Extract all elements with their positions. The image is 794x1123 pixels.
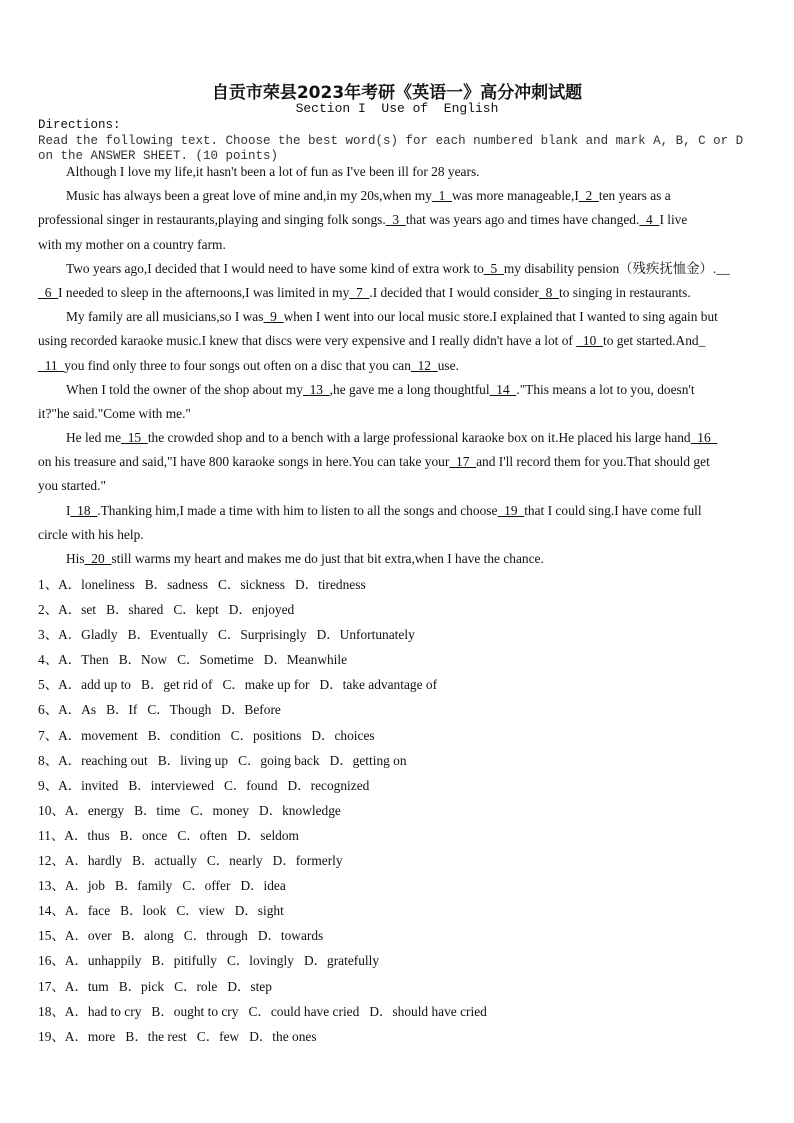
cloze-passage bbox=[38, 163, 768, 574]
question-options-6: 6、A．As B．If C．Though D．Before bbox=[38, 702, 281, 718]
passage-line: 11 you find only three to four songs out often on a disc that you can 12 use. bbox=[38, 357, 459, 373]
question-options-18: 18、A．had to cry B．ought to cry C．could have cried D．should have cried bbox=[38, 1003, 487, 1019]
passage-line: with my mother on a country farm. bbox=[38, 236, 226, 252]
passage-line: He led me 15 the crowded shop and to a bench with a large professional karaoke box on it.He placed his large hand 16 bbox=[66, 430, 718, 446]
blank-20: 20 bbox=[84, 551, 112, 566]
question-options-9: 9、A．invited B．interviewed C．found D．recognized bbox=[38, 777, 370, 793]
question-options-1: 1、A．loneliness B．sadness C．sickness D．tiredness bbox=[38, 577, 366, 592]
question-options-14: 14、A．face B．look C．view D．sight bbox=[38, 903, 284, 919]
passage-line: Although I love my life,it hasn't been a lot of fun as I've been ill for 28 years. bbox=[66, 164, 480, 179]
blank-1: 1 bbox=[431, 188, 453, 204]
passage-line: it?"he said."Come with me." bbox=[38, 405, 191, 421]
question-options-16: 16、A．unhappily B．pitifully C．lovingly D．gratefully bbox=[38, 953, 380, 969]
question-options-7: 7、A．movement B．condition C．positions D．choices bbox=[38, 727, 375, 743]
blank-8: 8 bbox=[538, 284, 560, 300]
blank-3: 3 bbox=[385, 212, 406, 228]
blank-13: 13 bbox=[302, 381, 330, 397]
question-options-2: 2、A．set B．shared C．kept D．enjoyed bbox=[38, 602, 295, 618]
question-options-3: 3、A．Gladly B．Eventually C．Surprisingly D．Unfortunately bbox=[38, 627, 415, 643]
passage-line: Music has always been a great love of mine and,in my 20s,when my 1 was more manageable,I 2 ten years as a bbox=[66, 188, 671, 204]
question-options-5: 5、A．add up to B．get rid of C．make up for D．take advantage of bbox=[38, 677, 438, 693]
blank-7: 7 bbox=[349, 284, 370, 300]
passage-line: When I told the owner of the shop about my 13 ,he gave me a long thoughtful 14 ."This means a lot to you, doesn't bbox=[66, 381, 695, 397]
question-options-17: 17、A．tum B．pick C．role D．step bbox=[38, 978, 272, 994]
question-options-11: 11、A．thus B．once C．often D．seldom bbox=[38, 827, 299, 843]
blank-14: 14 bbox=[489, 381, 517, 397]
blank-5: 5 bbox=[483, 260, 504, 276]
passage-line: you started." bbox=[38, 478, 106, 494]
blank-10: 10 bbox=[576, 333, 604, 349]
passage-line: I 18 .Thanking him,I made a time with him to listen to all the songs and choose 19 that I could sing.I have come full bbox=[66, 502, 702, 518]
passage-line: professional singer in restaurants,playing and singing folk songs. 3 that was years ago and times have changed. 4 I live bbox=[38, 212, 688, 228]
question-options-8: 8、A．reaching out B．living up C．going back D．getting on bbox=[38, 752, 407, 768]
blank-15: 15 bbox=[121, 430, 148, 446]
blank-9: 9 bbox=[263, 309, 284, 325]
section-heading: Section I Use of English bbox=[295, 101, 499, 116]
passage-line: 6 I needed to sleep in the afternoons,I was limited in my 7 .I decided that I would consider 8 to singing in restaurants. bbox=[38, 284, 691, 300]
passage-line: Two years ago,I decided that I would need to have some kind of extra work to 5 my disability pension（残疾抚恤金）.__ bbox=[66, 260, 730, 276]
question-options-19: 19、A．more B．the rest C．few D．the ones bbox=[38, 1028, 317, 1044]
directions-heading: Directions: bbox=[38, 118, 121, 132]
blank-11: 11 bbox=[38, 357, 65, 373]
passage-line: on his treasure and said,"I have 800 karaoke songs in here.You can take your 17 and I'll record them for you.That should get bbox=[38, 454, 710, 470]
blank-12: 12 bbox=[410, 357, 438, 373]
blank-19: 19 bbox=[497, 502, 525, 518]
question-options-12: 12、A．hardly B．actually C．nearly D．formerly bbox=[38, 853, 343, 869]
directions-text: Read the following text. Choose the best word(s) for each numbered blank and mark A, B, C or D on the ANSWER SHEET. (10 points) bbox=[38, 134, 744, 163]
question-options-10: 10、A．energy B．time C．money D．knowledge bbox=[38, 802, 341, 818]
blank-4: 4 bbox=[639, 212, 660, 228]
blank-18: 18 bbox=[70, 502, 98, 518]
passage-line: His 20 still warms my heart and makes me do just that bit extra,when I have the chance. bbox=[66, 551, 544, 566]
question-options-15: 15、A．over B．along C．through D．towards bbox=[38, 928, 324, 944]
page-title: 自贡市荣县2023年考研《英语一》高分冲刺试题 bbox=[211, 83, 583, 103]
answer-options-list bbox=[38, 576, 487, 1053]
blank-6: 6 bbox=[38, 284, 59, 300]
question-options-4: 4、A．Then B．Now C．Sometime D．Meanwhile bbox=[38, 652, 348, 668]
blank-2: 2 bbox=[578, 188, 599, 204]
blank-17: 17 bbox=[449, 454, 477, 470]
question-options-13: 13、A．job B．family C．offer D．idea bbox=[38, 878, 286, 894]
passage-line: using recorded karaoke music.I knew that discs were very expensive and I really didn't have a lot of 10 to get started.And_ bbox=[38, 333, 706, 349]
passage-line: circle with his help. bbox=[38, 526, 144, 542]
passage-line: My family are all musicians,so I was 9 when I went into our local music store.I explained that I wanted to sing again but bbox=[66, 309, 718, 325]
blank-16: 16 bbox=[690, 430, 718, 446]
